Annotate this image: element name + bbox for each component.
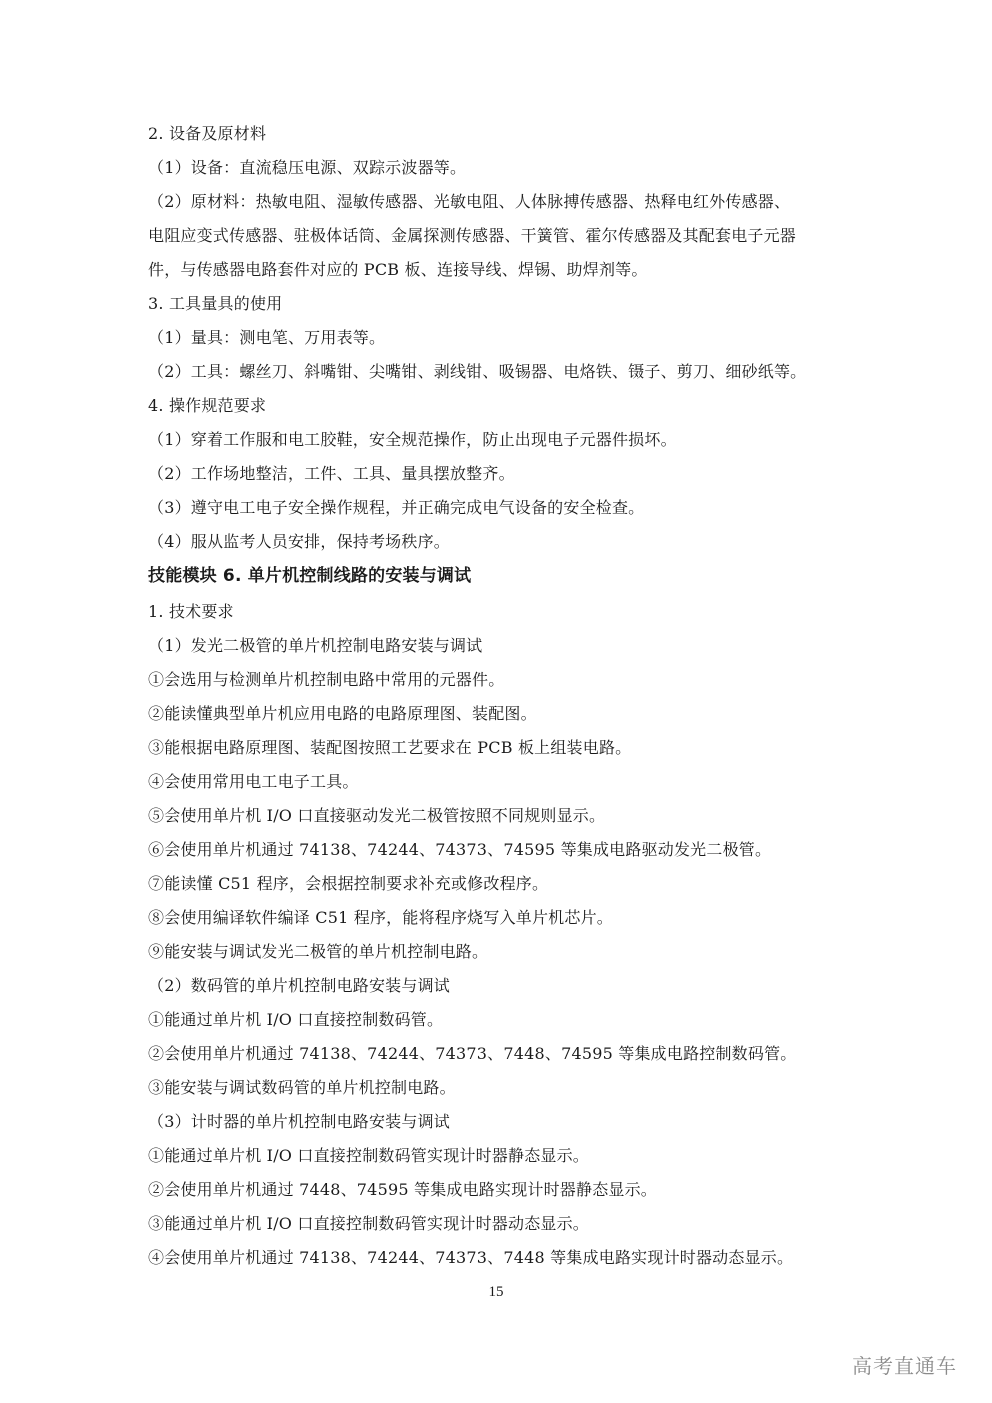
list-item: ③能安装与调试数码管的单片机控制电路。 bbox=[148, 1078, 456, 1097]
paragraph: （4）服从监考人员安排，保持考场秩序。 bbox=[148, 532, 450, 551]
paragraph: （1）量具：测电笔、万用表等。 bbox=[148, 328, 386, 347]
list-item: ⑧会使用编译软件编译 C51 程序，能将程序烧写入单片机芯片。 bbox=[148, 908, 613, 927]
list-item: ①能通过单片机 I/O 口直接控制数码管实现计时器静态显示。 bbox=[148, 1146, 590, 1165]
list-item: ④会使用单片机通过 74138、74244、74373、7448 等集成电路实现计时器动态显示。 bbox=[148, 1248, 794, 1267]
list-item: ③能根据电路原理图、装配图按照工艺要求在 PCB 板上组装电路。 bbox=[148, 738, 632, 757]
list-item: ①能通过单片机 I/O 口直接控制数码管。 bbox=[148, 1010, 444, 1029]
paragraph: （1）穿着工作服和电工胶鞋，安全规范操作，防止出现电子元器件损坏。 bbox=[148, 430, 677, 449]
subsection-title: （3）计时器的单片机控制电路安装与调试 bbox=[148, 1112, 450, 1131]
list-item: ①会选用与检测单片机控制电路中常用的元器件。 bbox=[148, 670, 505, 689]
module-heading: 技能模块 6. 单片机控制线路的安装与调试 bbox=[148, 566, 472, 586]
list-item: ⑨能安装与调试发光二极管的单片机控制电路。 bbox=[148, 942, 489, 961]
list-item: ②能读懂典型单片机应用电路的电路原理图、装配图。 bbox=[148, 704, 537, 723]
list-item: ⑤会使用单片机 I/O 口直接驱动发光二极管按照不同规则显示。 bbox=[148, 806, 606, 825]
paragraph: （1）设备：直流稳压电源、双踪示波器等。 bbox=[148, 158, 467, 177]
list-item: ②会使用单片机通过 74138、74244、74373、7448、74595 等集成电路控制数码管。 bbox=[148, 1044, 797, 1063]
section-title-tech-requirements: 1. 技术要求 bbox=[148, 602, 234, 621]
paragraph: 件，与传感器电路套件对应的 PCB 板、连接导线、焊锡、助焊剂等。 bbox=[148, 260, 648, 279]
subsection-title: （2）数码管的单片机控制电路安装与调试 bbox=[148, 976, 450, 995]
list-item: ⑦能读懂 C51 程序，会根据控制要求补充或修改程序。 bbox=[148, 874, 549, 893]
section-title-operation: 4. 操作规范要求 bbox=[148, 396, 267, 415]
list-item: ⑥会使用单片机通过 74138、74244、74373、74595 等集成电路驱动发光二极管。 bbox=[148, 840, 772, 859]
paragraph: （2）原材料：热敏电阻、湿敏传感器、光敏电阻、人体脉搏传感器、热释电红外传感器、 bbox=[148, 192, 791, 211]
list-item: ②会使用单片机通过 7448、74595 等集成电路实现计时器静态显示。 bbox=[148, 1180, 657, 1199]
subsection-title: （1）发光二极管的单片机控制电路安装与调试 bbox=[148, 636, 483, 655]
section-title-equipment: 2. 设备及原材料 bbox=[148, 124, 267, 143]
paragraph: （2）工作场地整洁，工件、工具、量具摆放整齐。 bbox=[148, 464, 515, 483]
section-title-tools: 3. 工具量具的使用 bbox=[148, 294, 283, 313]
paragraph: 电阻应变式传感器、驻极体话筒、金属探测传感器、干簧管、霍尔传感器及其配套电子元器 bbox=[148, 226, 797, 245]
paragraph: （2）工具：螺丝刀、斜嘴钳、尖嘴钳、剥线钳、吸锡器、电烙铁、镊子、剪刀、细砂纸等。 bbox=[148, 362, 807, 381]
page-number: 15 bbox=[488, 1284, 504, 1300]
watermark: 高考直通车 bbox=[852, 1354, 957, 1378]
list-item: ③能通过单片机 I/O 口直接控制数码管实现计时器动态显示。 bbox=[148, 1214, 590, 1233]
list-item: ④会使用常用电工电子工具。 bbox=[148, 772, 359, 791]
paragraph: （3）遵守电工电子安全操作规程，并正确完成电气设备的安全检查。 bbox=[148, 498, 645, 517]
